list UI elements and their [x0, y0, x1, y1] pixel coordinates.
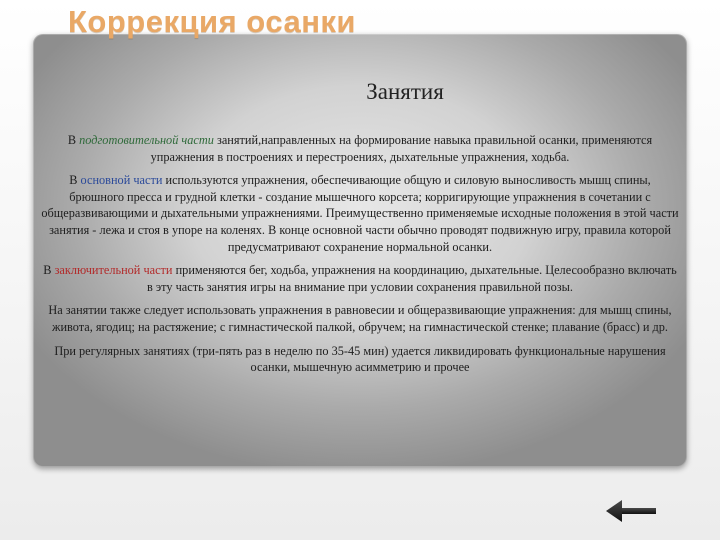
- back-arrow-button[interactable]: [604, 498, 658, 524]
- paragraph-main-part: [41, 172, 679, 255]
- paragraph-preparatory-part: [41, 132, 679, 165]
- paragraph-final-part: [41, 262, 679, 295]
- main-part-highlight: основной части: [80, 173, 163, 188]
- slide-subtitle: Занятия: [366, 79, 444, 104]
- paragraph-rest: занятий,направленных на формирование навыка правильной осанки, применяются упражнения в построениях и перестроениях, дыхательные упражнения, ходьба.: [150, 133, 653, 164]
- slide-title: Коррекция осанки: [68, 4, 356, 39]
- paragraph-prefix: В: [43, 263, 55, 278]
- paragraph-additional-exercises: На занятии также следует использовать упражнения в равновесии и общеразвивающие упражнения: для мышц спины, живота, ягодиц; на растяжение; с гимнастической палкой, обручем; на гимнастической стенке; плавание (брасс) и др.: [48, 303, 672, 334]
- paragraph-rest: используются упражнения, обеспечивающие общую и силовую выносливость мышц спины, брюшного пресса и грудной клетки - создание мышечного корсета; корригирующие упражнения в сочетании с общеразвивающими и дыхательными упражнениями. Преимущественно применяемые исходные положения в этой части занятия - лежа и стоя в упоре на коленях. В конце основной части обычно проводят подвижную игру, правила которой предусматривают сохранение нормальной осанки.: [41, 173, 679, 254]
- left-arrow-icon: [604, 498, 658, 524]
- paragraph-prefix: В: [67, 133, 80, 147]
- paragraph-regular-sessions: При регулярных занятиях (три-пять раз в неделю по 35-45 мин) удается ликвидировать функциональные нарушения осанки, мышечную асимметрию и прочее: [54, 343, 666, 375]
- body-text: [41, 132, 679, 383]
- paragraph-rest: применяются бег, ходьба, упражнения на координацию, дыхательные. Целесообразно включать в эту часть занятия игры на внимание при условии сохранения правильной позы.: [147, 263, 677, 294]
- final-part-highlight: заключительной части: [54, 263, 173, 278]
- preparatory-part-highlight: подготовительной части: [79, 133, 214, 147]
- paragraph-prefix: В: [69, 173, 81, 188]
- content-panel: [33, 34, 687, 467]
